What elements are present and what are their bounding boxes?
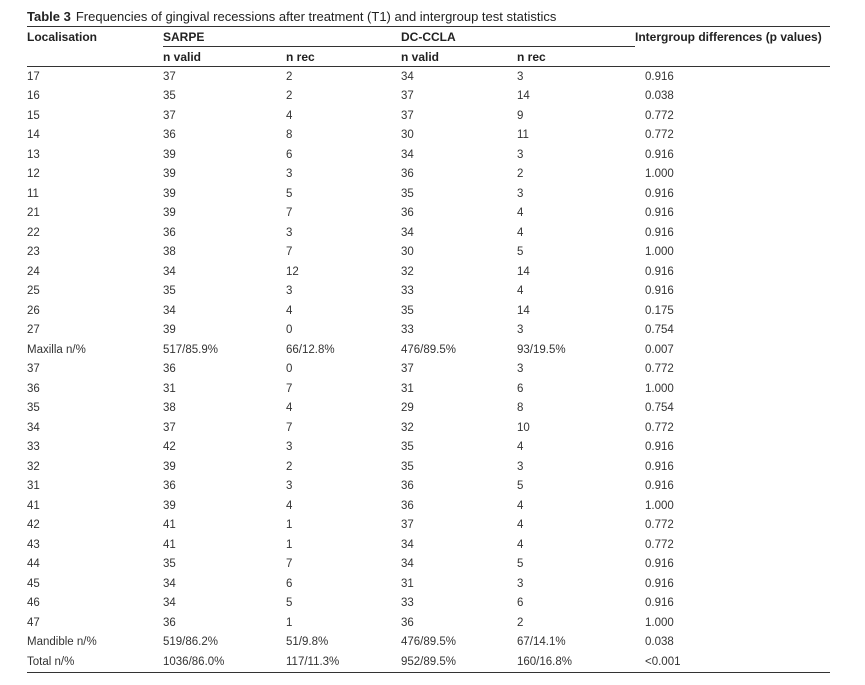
cell-p-value: 1.000 xyxy=(645,616,674,629)
cell-dcccla-n-valid: 33 xyxy=(401,285,414,298)
cell-sarpe-n-rec: 4 xyxy=(286,499,293,512)
cell-sarpe-n-valid: 35 xyxy=(163,285,176,298)
table-row xyxy=(27,165,830,185)
table-row xyxy=(27,340,830,360)
header-localisation: Localisation xyxy=(27,29,98,44)
cell-dcccla-n-rec: 2 xyxy=(517,616,524,629)
cell-sarpe-n-rec: 7 xyxy=(286,558,293,571)
cell-p-value: 0.772 xyxy=(645,538,674,551)
table-title: Frequencies of gingival recessions after treatment (T1) and intergroup test statistics xyxy=(75,9,557,24)
cell-dcccla-n-rec: 3 xyxy=(517,363,524,376)
cell-sarpe-n-rec: 2 xyxy=(286,460,293,473)
table-row xyxy=(27,282,830,302)
cell-dcccla-n-rec: 3 xyxy=(517,324,524,337)
cell-p-value: 0.772 xyxy=(645,109,674,122)
cell-localisation: 34 xyxy=(27,421,40,434)
cell-dcccla-n-rec: 4 xyxy=(517,519,524,532)
cell-sarpe-n-rec: 12 xyxy=(286,265,299,278)
cell-dcccla-n-valid: 30 xyxy=(401,246,414,259)
table-row xyxy=(27,321,830,341)
cell-dcccla-n-valid: 31 xyxy=(401,382,414,395)
cell-p-value: 0.754 xyxy=(645,402,674,415)
cell-p-value: 0.916 xyxy=(645,441,674,454)
cell-p-value: 0.916 xyxy=(645,597,674,610)
cell-localisation: 16 xyxy=(27,90,40,103)
cell-dcccla-n-valid: 35 xyxy=(401,304,414,317)
cell-p-value: 0.916 xyxy=(645,480,674,493)
cell-dcccla-n-rec: 5 xyxy=(517,558,524,571)
cell-dcccla-n-rec: 4 xyxy=(517,207,524,220)
cell-localisation: 22 xyxy=(27,226,40,239)
cell-sarpe-n-valid: 39 xyxy=(163,324,176,337)
header-empty-p xyxy=(635,47,830,67)
cell-p-value: 0.772 xyxy=(645,421,674,434)
cell-sarpe-n-rec: 5 xyxy=(286,187,293,200)
cell-dcccla-n-valid: 36 xyxy=(401,499,414,512)
cell-sarpe-n-rec: 51/9.8% xyxy=(286,636,329,649)
cell-dcccla-n-valid: 30 xyxy=(401,129,414,142)
cell-dcccla-n-valid: 32 xyxy=(401,265,414,278)
cell-sarpe-n-valid: 39 xyxy=(163,460,176,473)
cell-dcccla-n-valid: 36 xyxy=(401,168,414,181)
cell-localisation: 44 xyxy=(27,558,40,571)
cell-localisation: 23 xyxy=(27,246,40,259)
cell-localisation: 26 xyxy=(27,304,40,317)
table-caption xyxy=(27,8,830,26)
cell-sarpe-n-rec: 4 xyxy=(286,109,293,122)
table-row xyxy=(27,535,830,555)
cell-localisation: 33 xyxy=(27,441,40,454)
cell-sarpe-n-valid: 38 xyxy=(163,402,176,415)
cell-sarpe-n-valid: 37 xyxy=(163,421,176,434)
table-row xyxy=(27,301,830,321)
cell-sarpe-n-rec: 0 xyxy=(286,363,293,376)
cell-sarpe-n-valid: 42 xyxy=(163,441,176,454)
cell-dcccla-n-rec: 4 xyxy=(517,499,524,512)
cell-sarpe-n-rec: 1 xyxy=(286,519,293,532)
cell-sarpe-n-rec: 8 xyxy=(286,129,293,142)
cell-dcccla-n-valid: 34 xyxy=(401,148,414,161)
cell-sarpe-n-valid: 39 xyxy=(163,187,176,200)
table-row xyxy=(27,418,830,438)
table-row xyxy=(27,87,830,107)
cell-p-value: 0.916 xyxy=(645,148,674,161)
cell-sarpe-n-valid: 35 xyxy=(163,90,176,103)
cell-sarpe-n-valid: 34 xyxy=(163,265,176,278)
table-row xyxy=(27,145,830,165)
cell-dcccla-n-rec: 6 xyxy=(517,382,524,395)
cell-dcccla-n-valid: 34 xyxy=(401,70,414,83)
table-row xyxy=(27,243,830,263)
cell-p-value: 0.772 xyxy=(645,129,674,142)
cell-sarpe-n-valid: 1036/86.0% xyxy=(163,652,286,672)
cell-p-value: 0.175 xyxy=(645,304,674,317)
cell-p-value: 0.772 xyxy=(645,363,674,376)
cell-sarpe-n-rec: 7 xyxy=(286,382,293,395)
cell-dcccla-n-valid: 37 xyxy=(401,109,414,122)
cell-localisation: 35 xyxy=(27,402,40,415)
header-row-columns xyxy=(27,47,830,67)
cell-p-value: 0.754 xyxy=(645,324,674,337)
cell-sarpe-n-rec: 2 xyxy=(286,90,293,103)
table-row xyxy=(27,496,830,516)
cell-sarpe-n-valid: 39 xyxy=(163,168,176,181)
cell-p-value: 0.916 xyxy=(645,187,674,200)
cell-localisation: Total n/% xyxy=(27,652,163,672)
header-row-groups xyxy=(27,27,830,47)
cell-sarpe-n-valid: 36 xyxy=(163,480,176,493)
cell-dcccla-n-valid: 952/89.5% xyxy=(401,652,517,672)
header-sarpe-n-valid: n valid xyxy=(163,47,286,67)
cell-localisation: 32 xyxy=(27,460,40,473)
cell-localisation: 46 xyxy=(27,597,40,610)
header-empty xyxy=(27,47,163,67)
table-row xyxy=(27,126,830,146)
cell-dcccla-n-rec: 14 xyxy=(517,304,530,317)
cell-localisation: 11 xyxy=(27,187,39,200)
cell-sarpe-n-valid: 36 xyxy=(163,363,176,376)
table-row xyxy=(27,457,830,477)
cell-localisation: Mandible n/% xyxy=(27,636,97,649)
cell-dcccla-n-rec: 6 xyxy=(517,597,524,610)
cell-p-value: 0.916 xyxy=(645,70,674,83)
cell-localisation: 45 xyxy=(27,577,40,590)
cell-dcccla-n-valid: 29 xyxy=(401,402,414,415)
cell-localisation: 17 xyxy=(27,70,40,83)
cell-sarpe-n-valid: 39 xyxy=(163,499,176,512)
table-label: Table 3 xyxy=(27,9,71,24)
cell-p-value: <0.001 xyxy=(635,652,830,672)
cell-dcccla-n-rec: 3 xyxy=(517,148,524,161)
cell-sarpe-n-valid: 38 xyxy=(163,246,176,259)
table-row xyxy=(27,67,830,87)
cell-sarpe-n-rec: 6 xyxy=(286,577,293,590)
cell-dcccla-n-valid: 36 xyxy=(401,480,414,493)
cell-dcccla-n-valid: 32 xyxy=(401,421,414,434)
cell-sarpe-n-valid: 519/86.2% xyxy=(163,636,218,649)
cell-dcccla-n-valid: 37 xyxy=(401,363,414,376)
cell-dcccla-n-valid: 35 xyxy=(401,460,414,473)
cell-sarpe-n-rec: 3 xyxy=(286,168,293,181)
cell-p-value: 1.000 xyxy=(645,168,674,181)
header-dcccla-n-valid: n valid xyxy=(401,47,517,67)
cell-sarpe-n-valid: 31 xyxy=(163,382,176,395)
cell-dcccla-n-rec: 4 xyxy=(517,285,524,298)
cell-sarpe-n-valid: 34 xyxy=(163,597,176,610)
cell-sarpe-n-valid: 36 xyxy=(163,616,176,629)
cell-dcccla-n-valid: 36 xyxy=(401,616,414,629)
cell-p-value: 0.772 xyxy=(645,519,674,532)
cell-sarpe-n-rec: 66/12.8% xyxy=(286,343,335,356)
cell-dcccla-n-rec: 3 xyxy=(517,70,524,83)
cell-p-value: 0.038 xyxy=(645,90,674,103)
cell-sarpe-n-rec: 4 xyxy=(286,304,293,317)
table-row xyxy=(27,652,830,672)
cell-localisation: 41 xyxy=(27,499,40,512)
header-sarpe-n-rec: n rec xyxy=(286,47,401,67)
table-row xyxy=(27,516,830,536)
cell-dcccla-n-rec: 67/14.1% xyxy=(517,636,566,649)
cell-localisation: 13 xyxy=(27,148,40,161)
table-row xyxy=(27,262,830,282)
cell-dcccla-n-rec: 4 xyxy=(517,441,524,454)
cell-dcccla-n-rec: 14 xyxy=(517,90,530,103)
cell-p-value: 1.000 xyxy=(645,246,674,259)
cell-sarpe-n-rec: 1 xyxy=(286,538,293,551)
table-container xyxy=(27,8,830,673)
cell-p-value: 0.916 xyxy=(645,577,674,590)
cell-p-value: 0.916 xyxy=(645,558,674,571)
table-row xyxy=(27,360,830,380)
cell-dcccla-n-valid: 33 xyxy=(401,324,414,337)
table-body xyxy=(27,67,830,673)
cell-sarpe-n-rec: 7 xyxy=(286,421,293,434)
cell-sarpe-n-valid: 37 xyxy=(163,109,176,122)
header-dcccla-n-rec: n rec xyxy=(517,47,635,67)
cell-sarpe-n-valid: 39 xyxy=(163,148,176,161)
cell-localisation: 43 xyxy=(27,538,40,551)
cell-sarpe-n-rec: 1 xyxy=(286,616,293,629)
table-row xyxy=(27,555,830,575)
table-row xyxy=(27,594,830,614)
cell-dcccla-n-valid: 34 xyxy=(401,226,414,239)
cell-dcccla-n-valid: 35 xyxy=(401,187,414,200)
cell-sarpe-n-rec: 3 xyxy=(286,226,293,239)
cell-sarpe-n-rec: 6 xyxy=(286,148,293,161)
cell-dcccla-n-rec: 4 xyxy=(517,538,524,551)
cell-sarpe-n-rec: 3 xyxy=(286,285,293,298)
cell-localisation: 21 xyxy=(27,207,40,220)
table-row xyxy=(27,106,830,126)
cell-dcccla-n-rec: 14 xyxy=(517,265,530,278)
cell-p-value: 0.007 xyxy=(645,343,674,356)
table-row xyxy=(27,399,830,419)
cell-dcccla-n-rec: 5 xyxy=(517,246,524,259)
header-intergroup-differences: Intergroup differences (p values) xyxy=(635,29,822,44)
cell-sarpe-n-rec: 7 xyxy=(286,207,293,220)
cell-sarpe-n-valid: 36 xyxy=(163,129,176,142)
cell-localisation: 47 xyxy=(27,616,40,629)
cell-sarpe-n-valid: 35 xyxy=(163,558,176,571)
frequencies-table xyxy=(27,26,830,673)
cell-sarpe-n-rec: 7 xyxy=(286,246,293,259)
cell-dcccla-n-rec: 3 xyxy=(517,187,524,200)
cell-localisation: 14 xyxy=(27,129,40,142)
table-row xyxy=(27,204,830,224)
cell-dcccla-n-valid: 37 xyxy=(401,90,414,103)
table-row xyxy=(27,613,830,633)
cell-sarpe-n-rec: 3 xyxy=(286,441,293,454)
cell-localisation: 24 xyxy=(27,265,40,278)
cell-dcccla-n-rec: 8 xyxy=(517,402,524,415)
cell-sarpe-n-valid: 34 xyxy=(163,304,176,317)
cell-p-value: 0.916 xyxy=(645,207,674,220)
cell-dcccla-n-rec: 10 xyxy=(517,421,530,434)
cell-localisation: 36 xyxy=(27,382,40,395)
cell-sarpe-n-valid: 39 xyxy=(163,207,176,220)
cell-dcccla-n-rec: 9 xyxy=(517,109,524,122)
table-row xyxy=(27,633,830,653)
cell-dcccla-n-valid: 476/89.5% xyxy=(401,636,456,649)
cell-localisation: 15 xyxy=(27,109,40,122)
cell-sarpe-n-rec: 5 xyxy=(286,597,293,610)
cell-localisation: 27 xyxy=(27,324,40,337)
cell-p-value: 1.000 xyxy=(645,382,674,395)
cell-dcccla-n-valid: 34 xyxy=(401,558,414,571)
table-row xyxy=(27,574,830,594)
cell-sarpe-n-rec: 0 xyxy=(286,324,293,337)
cell-dcccla-n-valid: 33 xyxy=(401,597,414,610)
cell-dcccla-n-rec: 3 xyxy=(517,577,524,590)
table-row xyxy=(27,477,830,497)
cell-p-value: 0.916 xyxy=(645,265,674,278)
cell-p-value: 1.000 xyxy=(645,499,674,512)
cell-localisation: 42 xyxy=(27,519,40,532)
cell-dcccla-n-rec: 4 xyxy=(517,226,524,239)
header-sarpe: SARPE xyxy=(163,27,401,47)
cell-dcccla-n-valid: 36 xyxy=(401,207,414,220)
cell-dcccla-n-rec: 93/19.5% xyxy=(517,343,566,356)
cell-dcccla-n-valid: 476/89.5% xyxy=(401,343,456,356)
cell-dcccla-n-valid: 34 xyxy=(401,538,414,551)
cell-localisation: Maxilla n/% xyxy=(27,343,86,356)
cell-dcccla-n-rec: 160/16.8% xyxy=(517,652,635,672)
cell-sarpe-n-valid: 517/85.9% xyxy=(163,343,218,356)
cell-p-value: 0.916 xyxy=(645,226,674,239)
cell-localisation: 31 xyxy=(27,480,40,493)
cell-sarpe-n-valid: 34 xyxy=(163,577,176,590)
cell-dcccla-n-rec: 2 xyxy=(517,168,524,181)
cell-dcccla-n-valid: 37 xyxy=(401,519,414,532)
cell-sarpe-n-valid: 36 xyxy=(163,226,176,239)
cell-localisation: 25 xyxy=(27,285,40,298)
cell-p-value: 0.038 xyxy=(645,636,674,649)
cell-localisation: 12 xyxy=(27,168,40,181)
table-row xyxy=(27,379,830,399)
cell-dcccla-n-rec: 3 xyxy=(517,460,524,473)
cell-dcccla-n-valid: 35 xyxy=(401,441,414,454)
cell-dcccla-n-rec: 5 xyxy=(517,480,524,493)
table-row xyxy=(27,223,830,243)
cell-sarpe-n-rec: 2 xyxy=(286,70,293,83)
cell-localisation: 37 xyxy=(27,363,40,376)
cell-p-value: 0.916 xyxy=(645,460,674,473)
cell-sarpe-n-rec: 3 xyxy=(286,480,293,493)
cell-sarpe-n-valid: 37 xyxy=(163,70,176,83)
cell-sarpe-n-rec: 4 xyxy=(286,402,293,415)
cell-sarpe-n-valid: 41 xyxy=(163,538,176,551)
cell-dcccla-n-rec: 11 xyxy=(517,129,529,142)
cell-p-value: 0.916 xyxy=(645,285,674,298)
cell-dcccla-n-valid: 31 xyxy=(401,577,414,590)
table-row xyxy=(27,438,830,458)
cell-sarpe-n-rec: 117/11.3% xyxy=(286,652,401,672)
table-row xyxy=(27,184,830,204)
header-dcccla: DC-CCLA xyxy=(401,27,635,47)
cell-sarpe-n-valid: 41 xyxy=(163,519,176,532)
